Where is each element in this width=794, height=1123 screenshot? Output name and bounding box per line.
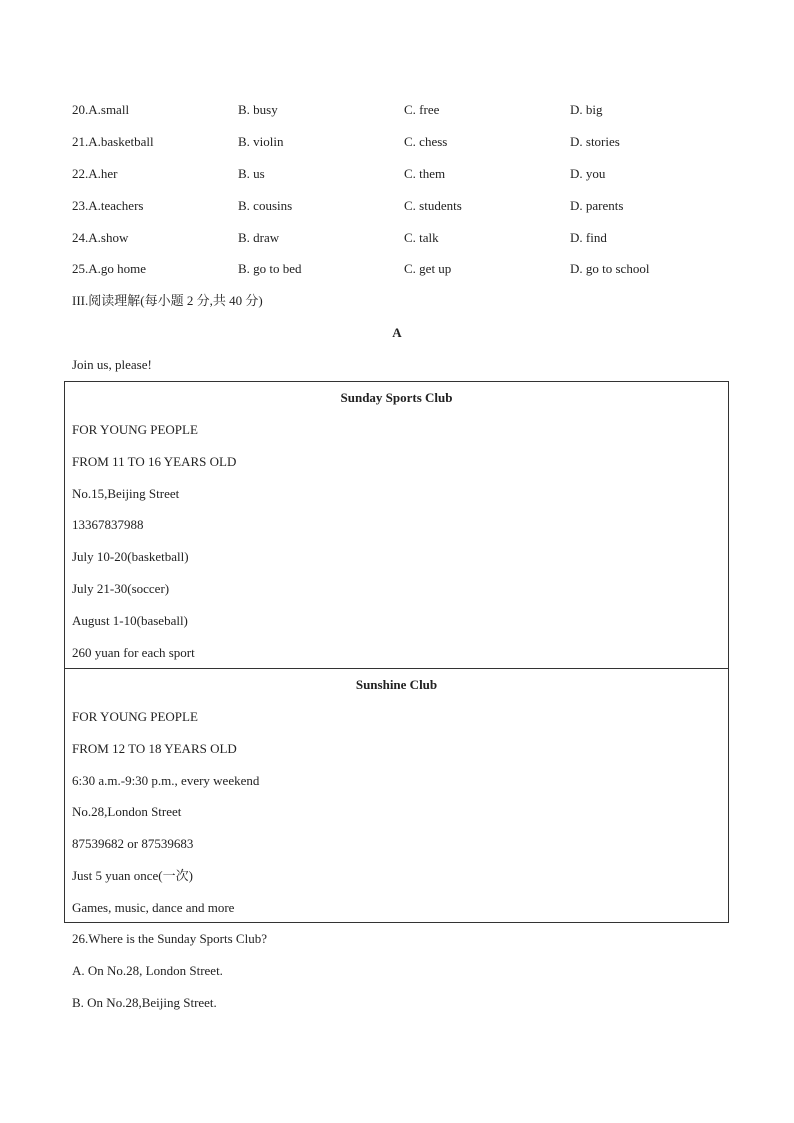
club-info-line: FROM 11 TO 16 YEARS OLD bbox=[72, 454, 237, 469]
option-b: B. go to bed bbox=[238, 261, 302, 276]
answer-choice-b[interactable]: B. On No.28,Beijing Street. bbox=[72, 995, 217, 1010]
option-row-25 bbox=[72, 261, 712, 277]
club-info-line: 6:30 a.m.-9:30 p.m., every weekend bbox=[72, 773, 260, 788]
club-title: Sunday Sports Club bbox=[340, 390, 453, 405]
option-row-24 bbox=[72, 230, 712, 246]
option-c: C. chess bbox=[404, 134, 448, 149]
club-info-line: 87539682 or 87539683 bbox=[72, 836, 194, 851]
option-a: 25.A.go home bbox=[72, 261, 147, 276]
option-d: D. stories bbox=[570, 134, 620, 149]
club-info-line: Games, music, dance and more bbox=[72, 900, 235, 915]
option-b: B. draw bbox=[238, 230, 280, 245]
option-d: D. parents bbox=[570, 198, 624, 213]
club-title: Sunshine Club bbox=[355, 677, 438, 692]
club-info-line: FOR YOUNG PEOPLE bbox=[72, 422, 198, 437]
option-c: C. them bbox=[404, 166, 446, 181]
club-box-sunday-sports bbox=[64, 381, 729, 669]
option-d: D. find bbox=[570, 230, 607, 245]
option-c: C. talk bbox=[404, 230, 439, 245]
question-stem: 26.Where is the Sunday Sports Club? bbox=[72, 931, 267, 946]
option-a: 22.A.her bbox=[72, 166, 118, 181]
option-a: 20.A.small bbox=[72, 102, 130, 117]
option-b: B. violin bbox=[238, 134, 284, 149]
club-info-line: 13367837988 bbox=[72, 517, 144, 532]
option-a: 24.A.show bbox=[72, 230, 129, 245]
option-b: B. cousins bbox=[238, 198, 293, 213]
option-a: 23.A.teachers bbox=[72, 198, 144, 213]
club-info-line: July 21-30(soccer) bbox=[72, 581, 170, 596]
option-row-23 bbox=[72, 198, 712, 214]
option-d: D. big bbox=[570, 102, 603, 117]
option-d: D. you bbox=[570, 166, 606, 181]
section-heading: III.阅读理解(每小题 2 分,共 40 分) bbox=[72, 293, 263, 308]
answer-choice-a[interactable]: A. On No.28, London Street. bbox=[72, 963, 223, 978]
option-c: C. students bbox=[404, 198, 462, 213]
club-info-line: 260 yuan for each sport bbox=[72, 645, 195, 660]
club-info-line: No.28,London Street bbox=[72, 804, 182, 819]
club-box-sunshine bbox=[64, 668, 729, 923]
option-c: C. free bbox=[404, 102, 440, 117]
club-info-line: No.15,Beijing Street bbox=[72, 486, 180, 501]
option-d: D. go to school bbox=[570, 261, 650, 276]
club-info-line: July 10-20(basketball) bbox=[72, 549, 189, 564]
option-row-21 bbox=[72, 134, 712, 150]
option-b: B. busy bbox=[238, 102, 278, 117]
club-info-line: Just 5 yuan once(一次) bbox=[72, 868, 193, 883]
option-row-22 bbox=[72, 166, 712, 182]
club-info-line: FROM 12 TO 18 YEARS OLD bbox=[72, 741, 237, 756]
option-b: B. us bbox=[238, 166, 265, 181]
option-c: C. get up bbox=[404, 261, 452, 276]
option-row-20 bbox=[72, 102, 712, 118]
club-info-line: August 1-10(baseball) bbox=[72, 613, 188, 628]
passage-intro: Join us, please! bbox=[72, 357, 152, 372]
passage-label: A bbox=[392, 325, 402, 340]
club-info-line: FOR YOUNG PEOPLE bbox=[72, 709, 198, 724]
option-a: 21.A.basketball bbox=[72, 134, 154, 149]
